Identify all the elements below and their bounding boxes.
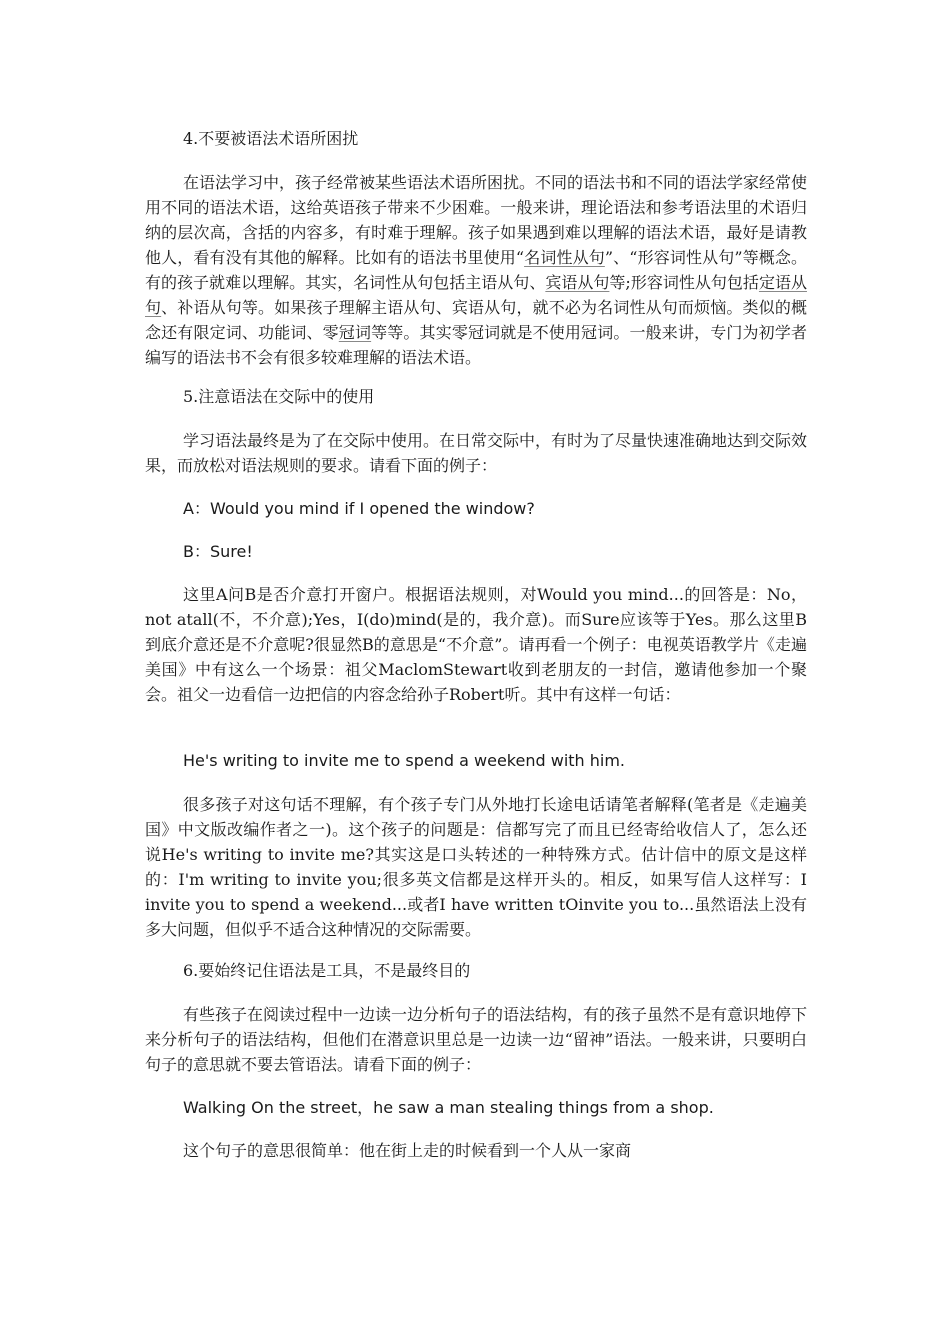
section-6-paragraph-1: 有些孩子在阅读过程中一边读一边分析句子的语法结构，有的孩子虽然不是有意识地停下来分析句子的语法结构，但他们在潜意识里总是一边读一边“留神”语法。一般来讲，只要明白句子的意思就不要去管语法。请看下面的例子： xyxy=(145,1005,808,1074)
text-segment: 等等。其实零冠词就是不使用冠词。一般来讲，专门为初学者编写的语法书不会有很多较难理解的语法术语。 xyxy=(145,323,807,367)
example-b: B：Sure! xyxy=(183,542,253,561)
text-segment: 等;形容词性从句包括 xyxy=(609,273,759,292)
quote-sentence: He's writing to invite me to spend a weekend with him. xyxy=(183,751,626,770)
example-a: A：Would you mind if I opened the window? xyxy=(183,499,535,518)
link-article[interactable]: 冠词 xyxy=(338,323,372,342)
section-4-heading: 4.不要被语法术语所困扰 xyxy=(183,129,359,148)
section-6-heading: 6.要始终记住语法是工具，不是最终目的 xyxy=(183,961,471,980)
section-5-paragraph-2: 这里A问B是否介意打开窗户。根据语法规则，对Would you mind...的回答是：No，not atall(不，不介意);Yes，I(do)mind(是的，我介意)。而Sure应该等于Yes。那么这里B到底介意还是不介意呢?很显然B的意思是“不介意”。请再看一个例子：电视英语教学片《走遍美国》中有这么一个场景：祖父MaclomStewart收到老朋友的一封信，邀请他参加一个聚会。祖父一边看信一边把信的内容念给孙子Robert听。其中有这样一句话： xyxy=(145,585,807,704)
link-attributive-clause[interactable]: 定语从句 xyxy=(145,273,807,317)
link-noun-clause[interactable]: 名词性从句 xyxy=(524,248,605,267)
text-segment: 、补语从句等。如果孩子理解主语从句、宾语从句，就不必为名词性从句而烦恼。类似的概念还有限定词、功能词、零 xyxy=(145,298,807,342)
section-5-heading: 5.注意语法在交际中的使用 xyxy=(183,387,375,406)
section-5-paragraph-3: 很多孩子对这句话不理解，有个孩子专门从外地打长途电话请笔者解释(笔者是《走遍美国》中文版改编作者之一)。这个孩子的问题是：信都写完了而且已经寄给收信人了，怎么还说He's writing to invite me?其实这是口头转述的一种特殊方式。估计信中的原文是这样的：I'm writing to invite you;很多英文信都是这样开头的。相反，如果写信人这样写：I invite you to spend a weekend...或者I have written tOinvite you to...虽然语法上没有多大问题，但似乎不适合这种情况的交际需要。 xyxy=(145,795,807,939)
link-object-clause[interactable]: 宾语从句 xyxy=(545,273,610,292)
text-segment: ”、“形容词性从句”等概念。有的孩子就难以理解。其实，名词性从句包括主语从句、 xyxy=(145,248,807,292)
example-sentence: Walking On the street，he saw a man stealing things from a shop. xyxy=(183,1098,714,1117)
section-5-paragraph-1: 学习语法最终是为了在交际中使用。在日常交际中，有时为了尽量快速准确地达到交际效果，而放松对语法规则的要求。请看下面的例子： xyxy=(145,431,808,475)
section-4-paragraph xyxy=(145,170,807,370)
section-6-paragraph-2: 这个句子的意思很简单：他在街上走的时候看到一个人从一家商 xyxy=(183,1141,632,1160)
text-segment: 在语法学习中，孩子经常被某些语法术语所困扰。不同的语法书和不同的语法学家经常使用不同的语法术语，这给英语孩子带来不少困难。一般来讲，理论语法和参考语法里的术语归纳的层次高，含括的内容多，有时难于理解。孩子如果遇到难以理解的语法术语，最好是请教他人，看有没有其他的解释。比如有的语法书里使用“ xyxy=(145,173,808,267)
